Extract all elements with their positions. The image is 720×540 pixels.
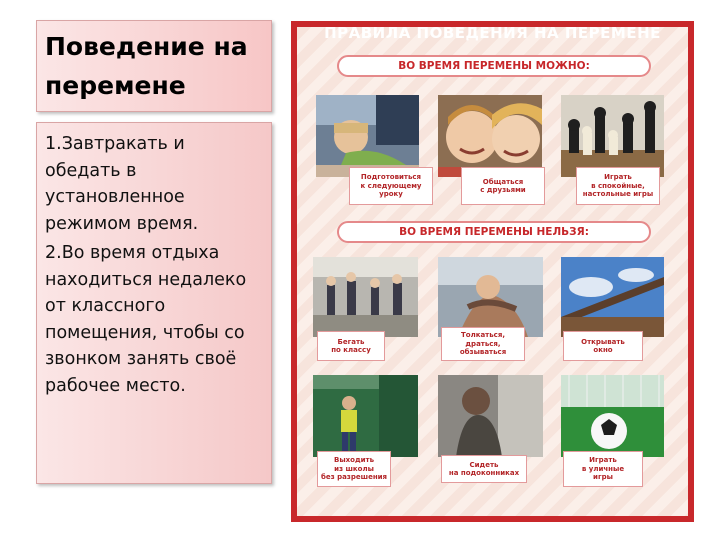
allowed-caption-3: Играть в спокойные, настольные игры [576, 167, 660, 205]
photo-chess-pieces [561, 95, 664, 177]
photo-football-field [561, 375, 664, 457]
forbidden-caption-5: Сидеть на подоконниках [441, 455, 527, 483]
rule-item-2: 2.Во время отдыха находиться недалеко от классного помещения, чтобы со звонком занять своё рабочее место. [45, 243, 247, 396]
slide-title-box [36, 20, 272, 112]
rule-item-1: 1.Завтракать и обедать в установленное режимом время. [45, 134, 199, 234]
photo-boy-at-door [313, 375, 418, 457]
allowed-section-header: ВО ВРЕМЯ ПЕРЕМЕНЫ МОЖНО: [337, 55, 651, 77]
photo-fighting-kids [438, 257, 543, 337]
photo-studying-boy [316, 95, 419, 177]
allowed-caption-2: Общаться с друзьями [461, 167, 545, 205]
photo-friends-smiling [438, 95, 542, 177]
forbidden-caption-1: Бегать по классу [317, 331, 385, 361]
photo-running-corridor [313, 257, 418, 337]
photo-sitting-on-windowsill [438, 375, 543, 457]
slide-title: Поведение на перемене [45, 32, 248, 100]
forbidden-caption-4: Выходить из школы без разрешения [317, 451, 391, 487]
allowed-caption-1: Подготовиться к следующему уроку [349, 167, 433, 205]
forbidden-caption-3: Открывать окно [563, 331, 643, 361]
poster-title: ПРАВИЛА ПОВЕДЕНИЯ НА ПЕРЕМЕНЕ [324, 24, 661, 42]
photo-open-window [561, 257, 664, 337]
rules-poster-image [291, 21, 694, 522]
forbidden-caption-6: Играть в уличные игры [563, 451, 643, 487]
forbidden-caption-2: Толкаться, драться, обзываться [441, 327, 525, 361]
slide-text-box [36, 122, 272, 484]
forbidden-section-header: ВО ВРЕМЯ ПЕРЕМЕНЫ НЕЛЬЗЯ: [337, 221, 651, 243]
